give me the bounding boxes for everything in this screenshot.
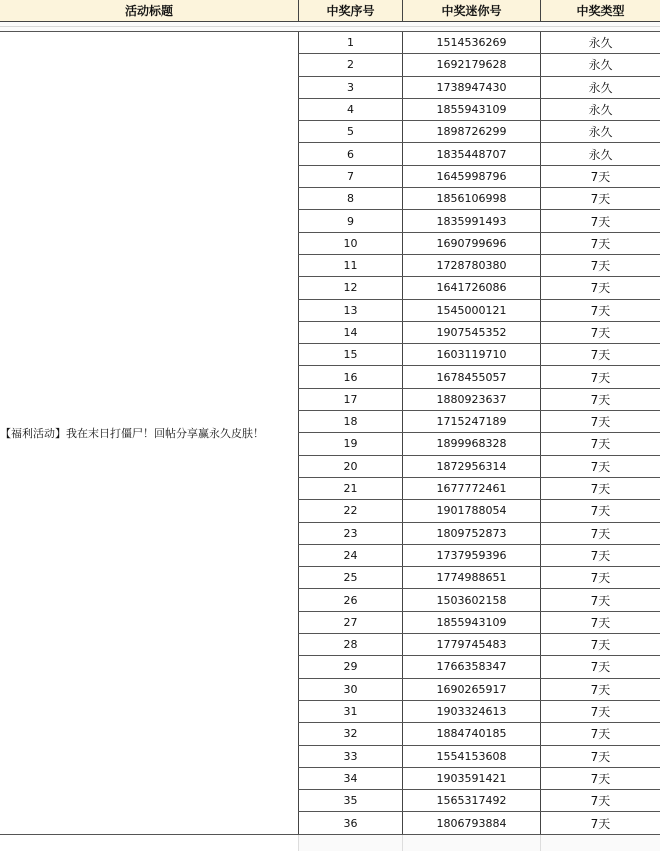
- mini-id-cell: 1690265917: [402, 679, 540, 700]
- winner-seq-cell: 8: [298, 188, 402, 209]
- mini-id-cell: 1855943109: [402, 612, 540, 633]
- prize-type-cell: 永久: [540, 77, 660, 98]
- prize-type-cell: 7天: [540, 255, 660, 276]
- prize-type-cell: 7天: [540, 411, 660, 432]
- winner-seq-cell: 11: [298, 255, 402, 276]
- table-row[interactable]: [298, 366, 660, 388]
- table-row[interactable]: [298, 567, 660, 589]
- mini-id-cell: 1603119710: [402, 344, 540, 365]
- table-row[interactable]: [298, 545, 660, 567]
- table-row[interactable]: [298, 790, 660, 812]
- prize-type-cell: 7天: [540, 233, 660, 254]
- winner-seq-cell: 24: [298, 545, 402, 566]
- header-mini-id[interactable]: 中奖迷你号: [402, 0, 540, 22]
- winner-seq-cell: 20: [298, 456, 402, 477]
- table-row[interactable]: [298, 255, 660, 277]
- mini-id-cell: 1835448707: [402, 143, 540, 164]
- mini-id-cell: 1901788054: [402, 500, 540, 521]
- table-row[interactable]: [298, 500, 660, 522]
- table-row[interactable]: [298, 54, 660, 76]
- mini-id-cell: 1645998796: [402, 166, 540, 187]
- winner-seq-cell: 15: [298, 344, 402, 365]
- table-row[interactable]: [298, 701, 660, 723]
- winner-seq-cell: 33: [298, 746, 402, 767]
- winner-seq-cell: 13: [298, 300, 402, 321]
- table-row[interactable]: [298, 433, 660, 455]
- mini-id-cell: 1738947430: [402, 77, 540, 98]
- spacer-row: [0, 22, 660, 32]
- empty-cell[interactable]: [540, 835, 660, 851]
- prize-type-cell: 7天: [540, 746, 660, 767]
- winner-seq-cell: 18: [298, 411, 402, 432]
- mini-id-cell: 1774988651: [402, 567, 540, 588]
- winner-seq-cell: 14: [298, 322, 402, 343]
- prize-type-cell: 7天: [540, 790, 660, 811]
- mini-id-cell: 1545000121: [402, 300, 540, 321]
- prize-type-cell: 7天: [540, 300, 660, 321]
- table-row[interactable]: [298, 277, 660, 299]
- table-row[interactable]: [298, 746, 660, 768]
- winner-seq-cell: 27: [298, 612, 402, 633]
- prize-type-cell: 7天: [540, 500, 660, 521]
- winner-seq-cell: 28: [298, 634, 402, 655]
- mini-id-cell: 1856106998: [402, 188, 540, 209]
- mini-id-cell: 1641726086: [402, 277, 540, 298]
- winner-seq-cell: 17: [298, 389, 402, 410]
- table-row[interactable]: [298, 143, 660, 165]
- prize-type-cell: 7天: [540, 389, 660, 410]
- mini-id-cell: 1766358347: [402, 656, 540, 677]
- table-row[interactable]: [298, 188, 660, 210]
- mini-id-cell: 1554153608: [402, 746, 540, 767]
- prize-type-cell: 7天: [540, 634, 660, 655]
- mini-id-cell: 1728780380: [402, 255, 540, 276]
- winner-seq-cell: 16: [298, 366, 402, 387]
- winner-seq-cell: 7: [298, 166, 402, 187]
- table-row[interactable]: [298, 121, 660, 143]
- bottom-border: [0, 834, 298, 835]
- prize-type-cell: 7天: [540, 701, 660, 722]
- table-row[interactable]: [298, 523, 660, 545]
- winners-table: [298, 32, 660, 835]
- header-activity-title[interactable]: 活动标题: [0, 0, 298, 22]
- table-row[interactable]: [298, 589, 660, 611]
- table-row[interactable]: [298, 634, 660, 656]
- mini-id-cell: 1503602158: [402, 589, 540, 610]
- mini-id-cell: 1855943109: [402, 99, 540, 120]
- winner-seq-cell: 22: [298, 500, 402, 521]
- winner-seq-cell: 36: [298, 812, 402, 833]
- winner-seq-cell: 10: [298, 233, 402, 254]
- winner-seq-cell: 26: [298, 589, 402, 610]
- prize-type-cell: 7天: [540, 456, 660, 477]
- winner-seq-cell: 2: [298, 54, 402, 75]
- prize-type-cell: 7天: [540, 612, 660, 633]
- winner-seq-cell: 23: [298, 523, 402, 544]
- prize-type-cell: 永久: [540, 54, 660, 75]
- table-row[interactable]: [298, 679, 660, 701]
- prize-type-cell: 7天: [540, 366, 660, 387]
- mini-id-cell: 1806793884: [402, 812, 540, 833]
- table-row[interactable]: [298, 456, 660, 478]
- winner-seq-cell: 4: [298, 99, 402, 120]
- prize-type-cell: 7天: [540, 344, 660, 365]
- mini-id-cell: 1903324613: [402, 701, 540, 722]
- prize-type-cell: 7天: [540, 567, 660, 588]
- table-row[interactable]: [298, 723, 660, 745]
- table-row[interactable]: [298, 612, 660, 634]
- mini-id-cell: 1898726299: [402, 121, 540, 142]
- prize-type-cell: 7天: [540, 545, 660, 566]
- winner-seq-cell: 34: [298, 768, 402, 789]
- prize-type-cell: 7天: [540, 433, 660, 454]
- table-row[interactable]: [298, 768, 660, 790]
- header-winner-seq[interactable]: 中奖序号: [298, 0, 402, 22]
- table-row[interactable]: [298, 300, 660, 322]
- winner-seq-cell: 32: [298, 723, 402, 744]
- prize-type-cell: 7天: [540, 188, 660, 209]
- table-row[interactable]: [298, 166, 660, 188]
- winner-seq-cell: 35: [298, 790, 402, 811]
- activity-title-cell[interactable]: [0, 32, 298, 834]
- table-row[interactable]: [298, 411, 660, 433]
- mini-id-cell: 1692179628: [402, 54, 540, 75]
- table-row[interactable]: [298, 478, 660, 500]
- winner-seq-cell: 19: [298, 433, 402, 454]
- empty-cell[interactable]: [402, 835, 541, 851]
- mini-id-cell: 1677772461: [402, 478, 540, 499]
- prize-type-cell: 7天: [540, 322, 660, 343]
- mini-id-cell: 1715247189: [402, 411, 540, 432]
- winner-seq-cell: 21: [298, 478, 402, 499]
- table-row[interactable]: [298, 656, 660, 678]
- mini-id-cell: 1899968328: [402, 433, 540, 454]
- mini-id-cell: 1880923637: [402, 389, 540, 410]
- prize-type-cell: 7天: [540, 812, 660, 833]
- prize-type-cell: 7天: [540, 768, 660, 789]
- table-row[interactable]: [298, 99, 660, 121]
- prize-type-cell: 永久: [540, 32, 660, 53]
- mini-id-cell: 1835991493: [402, 210, 540, 231]
- mini-id-cell: 1565317492: [402, 790, 540, 811]
- winner-seq-cell: 12: [298, 277, 402, 298]
- prize-type-cell: 7天: [540, 277, 660, 298]
- header-prize-type[interactable]: 中奖类型: [540, 0, 660, 22]
- table-row[interactable]: [298, 77, 660, 99]
- mini-id-cell: 1779745483: [402, 634, 540, 655]
- prize-type-cell: 永久: [540, 121, 660, 142]
- winner-seq-cell: 30: [298, 679, 402, 700]
- table-row[interactable]: [298, 210, 660, 232]
- prize-type-cell: 永久: [540, 143, 660, 164]
- prize-type-cell: 7天: [540, 523, 660, 544]
- mini-id-cell: 1809752873: [402, 523, 540, 544]
- table-row[interactable]: [298, 389, 660, 411]
- mini-id-cell: 1907545352: [402, 322, 540, 343]
- prize-type-cell: 7天: [540, 679, 660, 700]
- mini-id-cell: 1872956314: [402, 456, 540, 477]
- prize-type-cell: 7天: [540, 723, 660, 744]
- table-row[interactable]: [298, 812, 660, 834]
- winner-seq-cell: 25: [298, 567, 402, 588]
- prize-type-cell: 7天: [540, 166, 660, 187]
- winner-seq-cell: 6: [298, 143, 402, 164]
- winner-seq-cell: 9: [298, 210, 402, 231]
- empty-cell[interactable]: [298, 835, 403, 851]
- winner-seq-cell: 5: [298, 121, 402, 142]
- winner-seq-cell: 29: [298, 656, 402, 677]
- mini-id-cell: 1903591421: [402, 768, 540, 789]
- winner-seq-cell: 3: [298, 77, 402, 98]
- table-row[interactable]: [298, 322, 660, 344]
- activity-title-text: 【福利活动】我在末日打僵尸！回帖分享赢永久皮肤！: [0, 427, 264, 440]
- prize-type-cell: 7天: [540, 589, 660, 610]
- winner-seq-cell: 31: [298, 701, 402, 722]
- prize-type-cell: 7天: [540, 478, 660, 499]
- table-row[interactable]: [298, 32, 660, 54]
- mini-id-cell: 1690799696: [402, 233, 540, 254]
- table-row[interactable]: [298, 233, 660, 255]
- table-row[interactable]: [298, 344, 660, 366]
- prize-type-cell: 7天: [540, 656, 660, 677]
- winner-seq-cell: 1: [298, 32, 402, 53]
- mini-id-cell: 1737959396: [402, 545, 540, 566]
- prize-type-cell: 永久: [540, 99, 660, 120]
- prize-type-cell: 7天: [540, 210, 660, 231]
- mini-id-cell: 1884740185: [402, 723, 540, 744]
- mini-id-cell: 1514536269: [402, 32, 540, 53]
- mini-id-cell: 1678455057: [402, 366, 540, 387]
